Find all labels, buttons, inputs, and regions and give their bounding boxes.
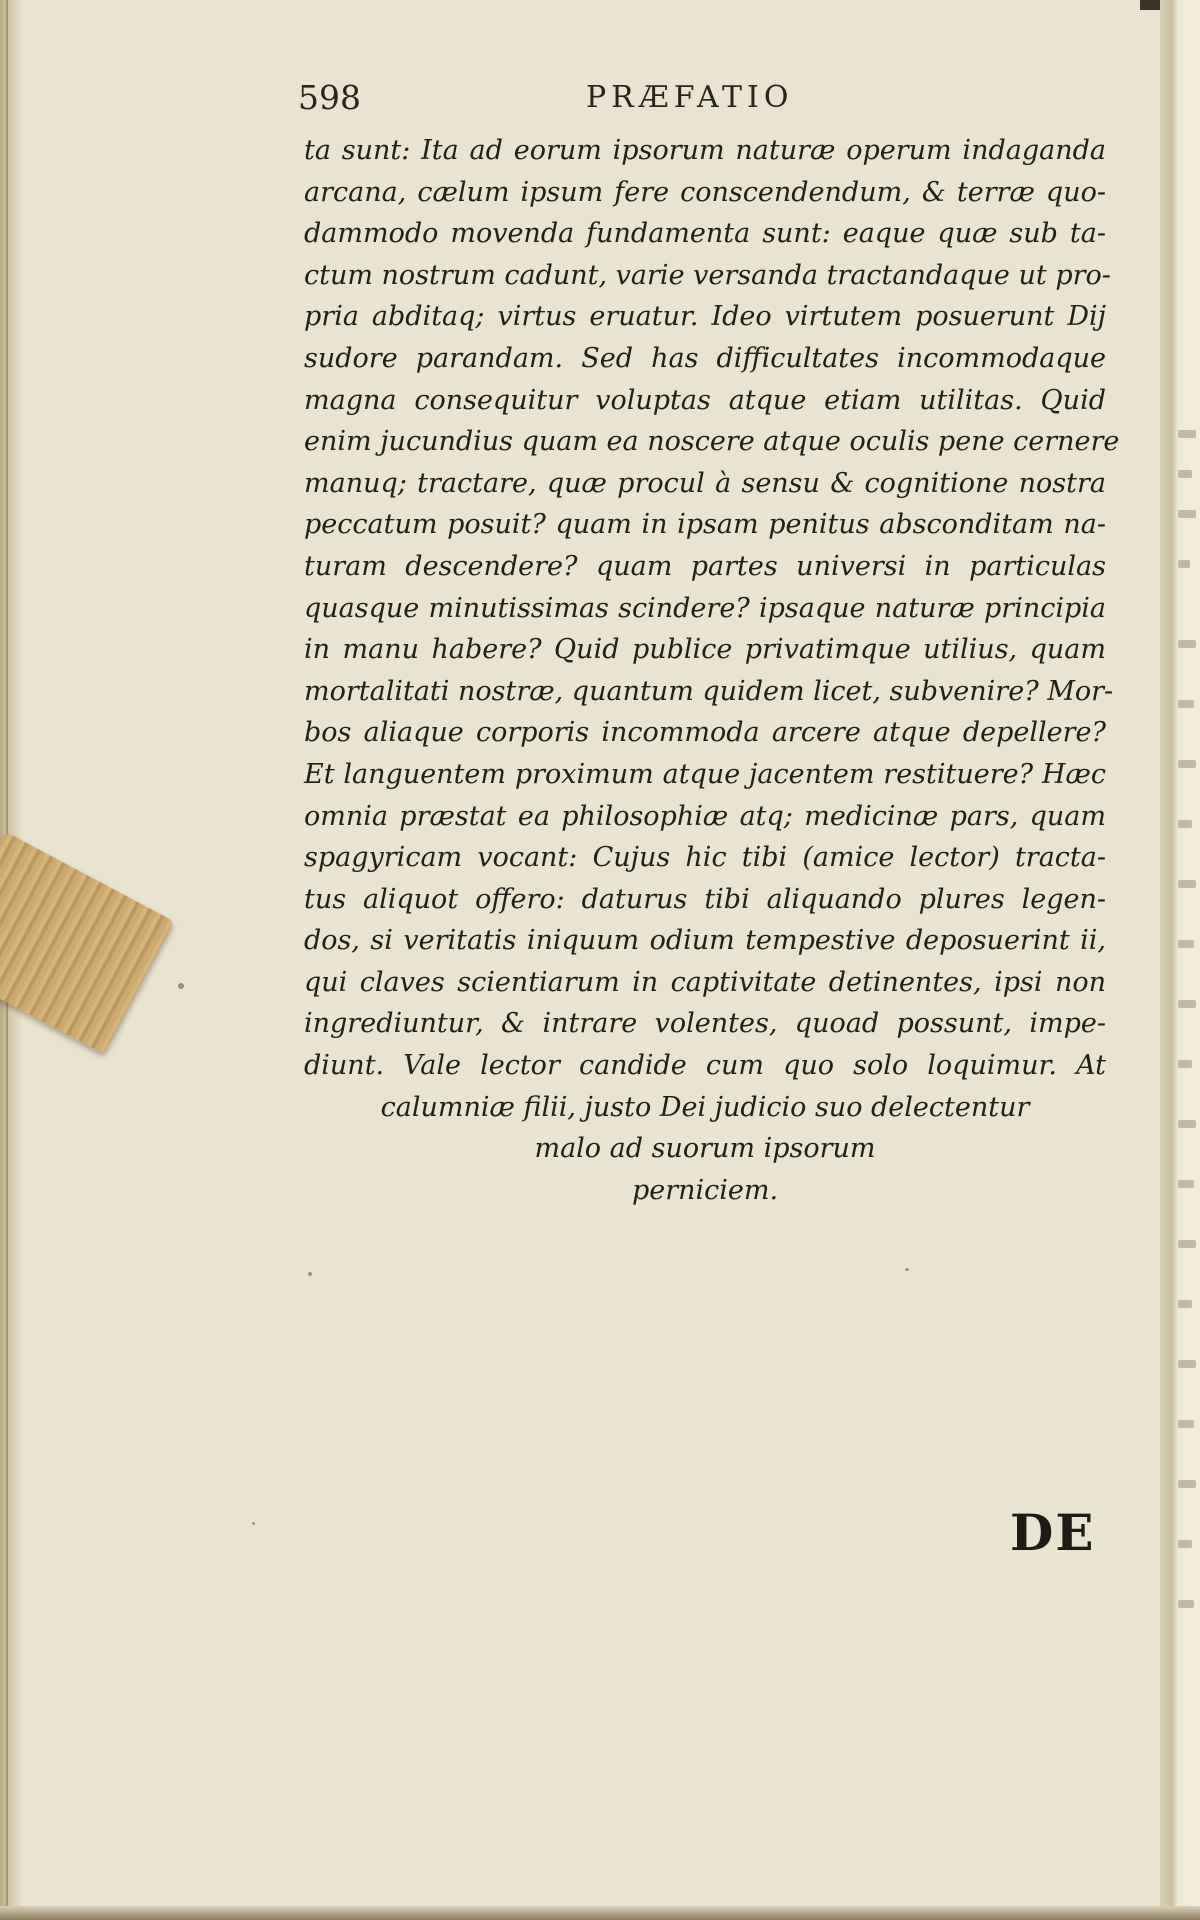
show-through-mark [1178,1360,1196,1368]
closing-line: calumniæ filii, justo Dei judicio suo delectentur [380,1091,1030,1123]
show-through-mark [1178,940,1194,948]
running-head: PRÆFATIO [586,80,794,115]
show-through-mark [1178,640,1196,648]
closing-line: malo ad suorum ipsorum [534,1133,876,1165]
show-through-mark [1178,760,1196,768]
paper-speck [252,1522,255,1525]
show-through-mark [1178,510,1196,518]
paper-speck [308,1272,312,1276]
show-through-mark [1178,470,1192,478]
text-line: magna consequitur voluptas atque etiam utilitas. Quid [304,384,1106,416]
text-line: qui claves scientiarum in captivitate detinentes, ipsi non [304,966,1106,998]
show-through-mark [1178,1000,1196,1008]
text-line: dammodo movenda fundamenta sunt: eaque quæ sub ta- [304,218,1106,250]
show-through-mark [1178,1540,1192,1548]
paper-speck [905,1268,909,1271]
page-header [298,78,1118,122]
show-through-mark [1178,1420,1194,1428]
page-bottom-edge [0,1906,1200,1920]
text-line: peccatum posuit? quam in ipsam penitus absconditam na- [304,509,1106,541]
show-through-mark [1178,430,1196,438]
show-through-mark [1178,1300,1192,1308]
show-through-mark [1178,1480,1196,1488]
text-line: ta sunt: Ita ad eorum ipsorum naturæ operum indaganda [304,135,1106,166]
closing-line: perniciem. [631,1174,779,1206]
show-through-mark [1178,1600,1194,1608]
text-line: bos aliaque corporis incommoda arcere atque depellere? [304,717,1106,749]
text-line: enim jucundius quam ea noscere atque oculis pene cernere [304,426,1120,458]
show-through-mark [1178,1180,1194,1188]
text-line: quasque minutissimas scindere? ipsaque naturæ principia [304,592,1106,624]
text-line: ctum nostrum cadunt, varie versanda tractandaque ut pro- [304,259,1111,291]
text-line: sudore parandam. Sed has difficultates incommodaque [304,342,1106,374]
text-line: pria abditaq; virtus eruatur. Ideo virtutem posuerunt Dij [304,301,1106,333]
show-through-mark [1178,1060,1192,1068]
text-line: mortalitati nostræ, quantum quidem licet, subvenire? Mor- [304,675,1114,707]
text-line: ingrediuntur, & intrare volentes, quoad possunt, impe- [304,1008,1106,1040]
show-through-mark [1178,700,1194,708]
show-through-mark [1178,560,1190,568]
text-line: tus aliquot offero: daturus tibi aliquando plures legen- [304,883,1106,915]
body-text [304,130,1120,1211]
bamboo-page-weight [0,832,174,1054]
catchword: DE [1010,1503,1096,1562]
text-line: omnia præstat ea philosophiæ atq; medicinæ pars, quam [304,800,1106,832]
text-line: arcana, cælum ipsum fere conscendendum, & terræ quo- [304,176,1106,208]
text-line: turam descendere? quam partes universi in particulas [304,550,1106,582]
show-through-mark [1178,880,1196,888]
show-through-mark [1178,1120,1196,1128]
text-line: manuq; tractare, quæ procul à sensu & cognitione nostra [304,467,1106,499]
text-line: Et languentem proximum atque jacentem restituere? Hæc [304,758,1106,790]
show-through-mark [1178,1240,1196,1248]
text-line: in manu habere? Quid publice privatimque utilius, quam [304,634,1106,666]
next-page-show-through [1176,0,1200,1920]
text-line: dos, si veritatis iniquum odium tempestive deposuerint ii, [304,925,1106,957]
text-line: spagyricam vocant: Cujus hic tibi (amice lector) tracta- [304,842,1106,874]
paper-speck [178,983,184,989]
page-number: 598 [298,78,361,117]
show-through-mark [1178,820,1192,828]
text-line: diunt. Vale lector candide cum quo solo loquimur. At [304,1050,1106,1082]
